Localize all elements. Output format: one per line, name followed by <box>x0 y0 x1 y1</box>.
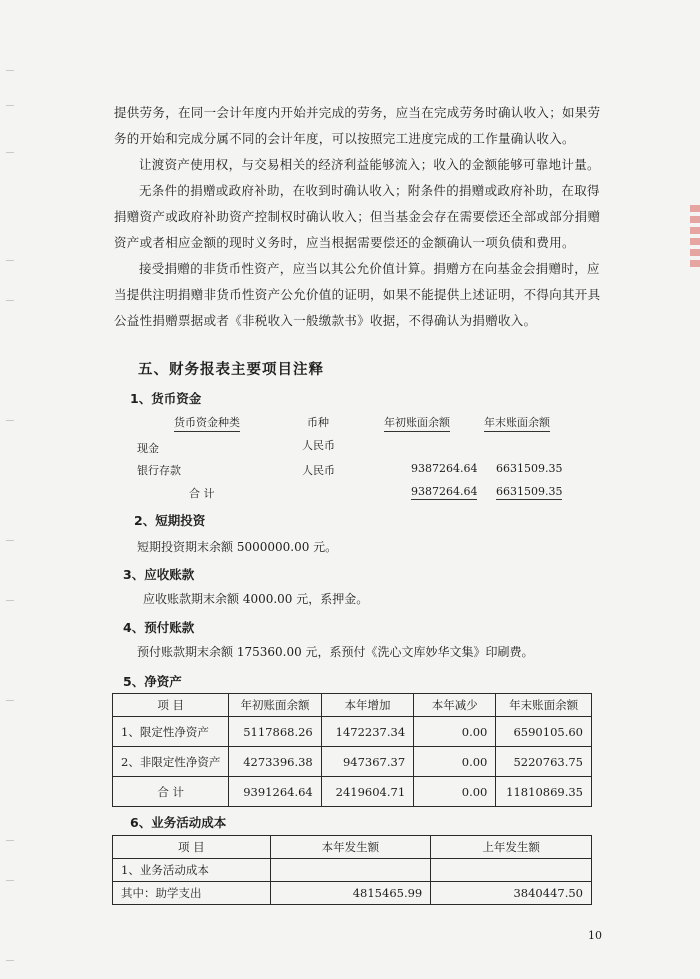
table-row <box>113 717 592 747</box>
activity-cost-header: 上年发生额 <box>431 836 592 859</box>
short-invest-text: 短期投资期末余额 5000000.00 元。 <box>137 540 338 554</box>
activity-cost-header: 本年发生额 <box>270 836 431 859</box>
cash-title: 1、货币资金 <box>130 391 202 406</box>
receivable-text: 应收账款期末余额 4000.00 元，系押金。 <box>143 592 369 606</box>
page-number: 10 <box>588 929 602 942</box>
activity-cost-title: 6、业务活动成本 <box>130 815 227 830</box>
prepaid-title: 4、预付账款 <box>123 620 195 635</box>
table-row <box>113 859 592 882</box>
table-row <box>113 777 592 807</box>
receivable-title: 3、应收账款 <box>123 567 195 582</box>
cell: 2419604.71 <box>321 777 413 807</box>
cash-total-end: 6631509.35 <box>496 485 563 498</box>
paragraph-non-monetary: 接受捐赠的非货币性资产，应当以其公允价值计算。捐赠方在向基金会捐赠时，应当提供注明捐赠非货币性资产公允价值的证明，如果不能提供上述证明，不得向其开具公益性捐赠票据或者《非税收入一般缴款书》收据，不得确认为捐赠收入。 <box>114 261 601 328</box>
cash-total-begin: 9387264.64 <box>411 485 478 498</box>
net-assets-header: 年初账面余额 <box>229 694 321 717</box>
cell: 1、限定性净资产 <box>113 717 229 747</box>
cell: 947367.37 <box>321 747 413 777</box>
net-assets-header: 本年减少 <box>414 694 496 717</box>
cell: 2、非限定性净资产 <box>113 747 229 777</box>
cell: 3840447.50 <box>431 882 592 905</box>
activity-cost-header-row <box>113 836 592 859</box>
cash-header-end: 年末账面余额 <box>484 414 550 432</box>
cell: 5117868.26 <box>229 717 321 747</box>
cell <box>431 859 592 882</box>
cell: 1、业务活动成本 <box>113 859 271 882</box>
cell: 4815465.99 <box>270 882 431 905</box>
net-assets-title: 5、净资产 <box>123 674 182 689</box>
cell: 5220763.75 <box>496 747 592 777</box>
net-assets-header: 项 目 <box>113 694 229 717</box>
paragraph-asset-use: 让渡资产使用权，与交易相关的经济利益能够流入；收入的金额能够可靠地计量。 <box>139 157 600 172</box>
section-title: 五、财务报表主要项目注释 <box>138 362 324 378</box>
short-invest-title: 2、短期投资 <box>134 513 206 528</box>
table-row <box>113 882 592 905</box>
cell <box>270 859 431 882</box>
cell: 0.00 <box>414 747 496 777</box>
cash-header-currency: 币种 <box>307 416 329 429</box>
net-assets-header: 年末账面余额 <box>496 694 592 717</box>
cash-row-currency: 人民币 <box>302 439 335 452</box>
table-row <box>113 747 592 777</box>
cell: 其中：助学支出 <box>113 882 271 905</box>
activity-cost-table <box>112 835 592 905</box>
cash-header-begin: 年初账面余额 <box>384 414 450 432</box>
cell: 9391264.64 <box>229 777 321 807</box>
cash-row-end: 6631509.35 <box>496 462 563 475</box>
binding-holes <box>0 0 20 979</box>
cell: 6590105.60 <box>496 717 592 747</box>
cell: 0.00 <box>414 777 496 807</box>
net-assets-table <box>112 693 592 807</box>
seal-edge <box>690 205 700 285</box>
cell: 1472237.34 <box>321 717 413 747</box>
cell: 0.00 <box>414 717 496 747</box>
cell: 11810869.35 <box>496 777 592 807</box>
net-assets-header: 本年增加 <box>321 694 413 717</box>
cash-row-type: 银行存款 <box>137 464 181 477</box>
prepaid-text: 预付账款期末余额 175360.00 元，系预付《洗心文库妙华文集》印刷费。 <box>137 645 534 659</box>
net-assets-header-row <box>113 694 592 717</box>
cell: 合 计 <box>113 777 229 807</box>
cash-row-type: 现金 <box>137 442 159 455</box>
activity-cost-header: 项 目 <box>113 836 271 859</box>
cash-row-begin: 9387264.64 <box>411 462 478 475</box>
cell: 4273396.38 <box>229 747 321 777</box>
cash-row-currency: 人民币 <box>302 464 335 477</box>
paragraph-donations: 无条件的捐赠或政府补助，在收到时确认收入；附条件的捐赠或政府补助，在取得捐赠资产或政府补助资产控制权时确认收入；但当基金会存在需要偿还全部或部分捐赠资产或者相应金额的现时义务时，应当根据需要偿还的金额确认一项负债和费用。 <box>114 183 601 250</box>
paragraph-labor-revenue: 提供劳务，在同一会计年度内开始并完成的劳务，应当在完成劳务时确认收入；如果劳务的开始和完成分属不同的会计年度，可以按照完工进度完成的工作量确认收入。 <box>114 105 601 146</box>
cash-total-label: 合 计 <box>189 487 215 500</box>
cash-header-type: 货币资金种类 <box>174 414 240 432</box>
